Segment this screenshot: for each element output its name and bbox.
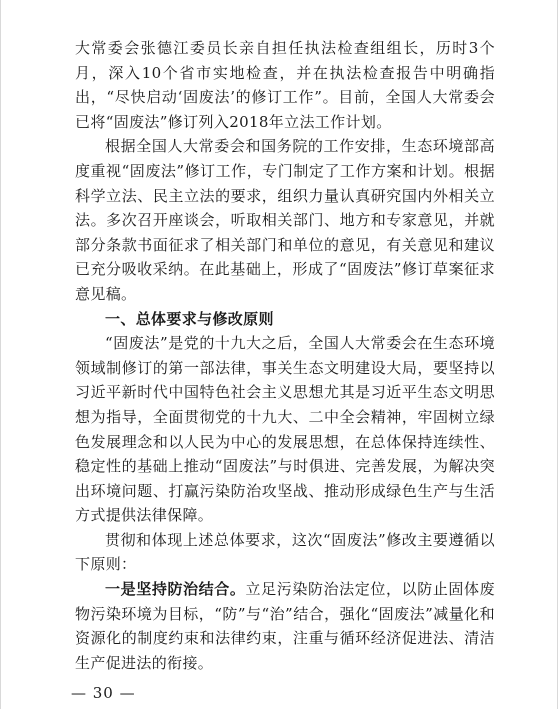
document-body: [75, 36, 495, 675]
paragraph-1: 大常委会张德江委员长亲自担任执法检查组组长，历时3个月，深入10个省市实地检查，并在执法检查报告中明确指出，“尽快启动‘固废法’的修订工作”。目前，全国人大常委会已将“固废法”修订列入2018年立法工作计划。: [75, 39, 495, 131]
paragraph-4: 贯彻和体现上述总体要求，这次“固废法”修改主要遵循以下原则：: [75, 530, 495, 574]
page-number: — 30 —: [71, 684, 136, 702]
principle-paragraph: [75, 577, 495, 675]
section-heading: 一、总体要求与修改原则: [105, 309, 274, 328]
paragraph-2: 根据全国人大常委会和国务院的工作安排，生态环境部高度重视“固废法”修订工作，专门制定了工作方案和计划。根据科学立法、民主立法的要求，组织力量认真研究国内外相关立法。多次召开座谈会，听取相关部门、地方和专家意见，并就部分条款书面征求了相关部门和单位的意见，有关意见和建议已充分吸收采纳。在此基础上，形成了“固废法”修订草案征求意见稿。: [75, 137, 495, 303]
principle-lead: 一是坚持防治结合。: [105, 580, 246, 599]
paragraph-3: “固废法”是党的十九大之后，全国人大常委会在生态环境领域制修订的第一部法律，事关生态文明建设大局，要坚持以习近平新时代中国特色社会主义思想尤其是习近平生态文明思想为指导，全面贯彻党的十九大、二中全会精神，牢固树立绿色发展理念和以人民为中心的发展思想，在总体保持连续性、稳定性的基础上推动“固废法”与时俱进、完善发展，为解决突出环境问题、打赢污染防治攻坚战、推动形成绿色生产与生活方式提供法律保障。: [75, 334, 495, 525]
principle-text: 立足污染防治法定位，以防止固体废物污染环境为目标，“防”与“治”结合，强化“固废法”减量化和资源化的制度约束和法律约束，注重与循环经济促进法、清洁生产促进法的衔接。: [75, 580, 495, 672]
